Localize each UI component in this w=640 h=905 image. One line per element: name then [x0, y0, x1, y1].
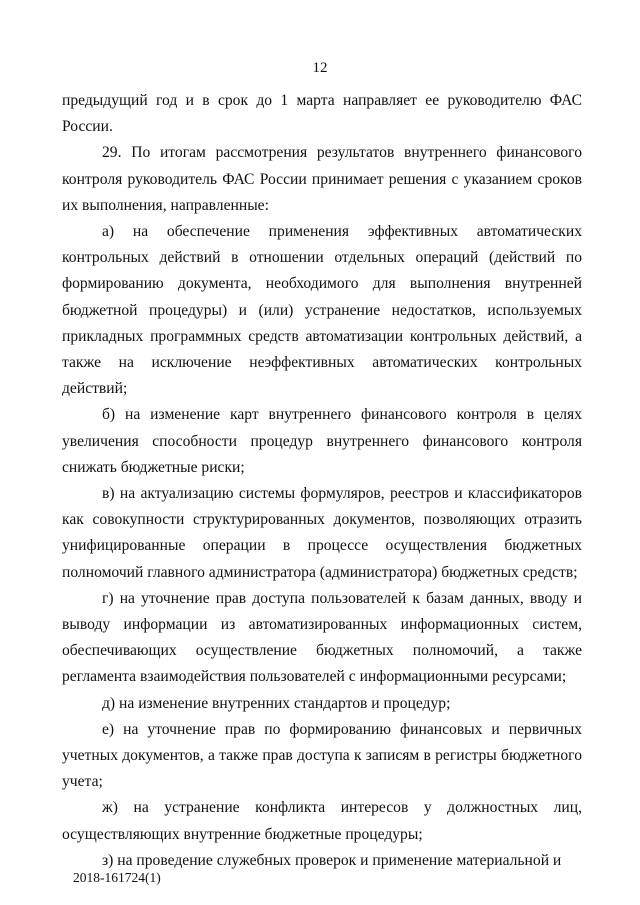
paragraph-subitem-b: б) на изменение карт внутреннего финансового контроля в целях увеличения способности процедур внутреннего финансового контроля снижать бюджетные риски; [62, 406, 582, 476]
document-body [62, 88, 582, 874]
paragraph-subitem-e: е) на уточнение прав по формированию финансовых и первичных учетных документов, а также прав доступа к записям в регистры бюджетного учета; [62, 720, 582, 791]
page-number: 12 [312, 60, 328, 76]
paragraph-subitem-v: в) на актуализацию системы формуляров, реестров и классификаторов как совокупности структурированных документов, позволяющих отразить унифицированные операции в процессе осуществления бюджетных полномочий главного администратора (администратора) бюджетных средств; [62, 485, 582, 581]
paragraph-subitem-zh: ж) на устранение конфликта интересов у должностных лиц, осуществляющих внутренние бюджетные процедуры; [62, 799, 582, 843]
paragraph-subitem-a: а) на обеспечение применения эффективных автоматических контрольных действий в отношении отдельных операций (действий по формированию документа, необходимого для выполнения внутренней бюджетной процедуры) и (или) устранение недостатков, используемых прикладных программных средств автоматизации контрольных действий, а также на исключение неэффективных автоматических контрольных действий; [62, 223, 582, 398]
document-registration-code: 2018-161724(1) [73, 870, 161, 885]
paragraph-subitem-z: з) на проведение служебных проверок и применение материальной и [102, 851, 562, 869]
paragraph-continuation: предыдущий год и в срок до 1 марта направляет ее руководителю ФАС России. [62, 92, 582, 136]
paragraph-item-29: 29. По итогам рассмотрения результатов внутреннего финансового контроля руководитель ФАС России принимает решения с указанием сроков их выполнения, направленные: [62, 144, 582, 214]
paragraph-subitem-d: д) на изменение внутренних стандартов и процедур; [102, 694, 451, 712]
paragraph-subitem-g: г) на уточнение прав доступа пользователей к базам данных, вводу и выводу информации из автоматизированных информационных систем, обеспечивающих осуществление бюджетных полномочий, а также регламента взаимодействия пользователей с информационными ресурсами; [62, 589, 582, 686]
